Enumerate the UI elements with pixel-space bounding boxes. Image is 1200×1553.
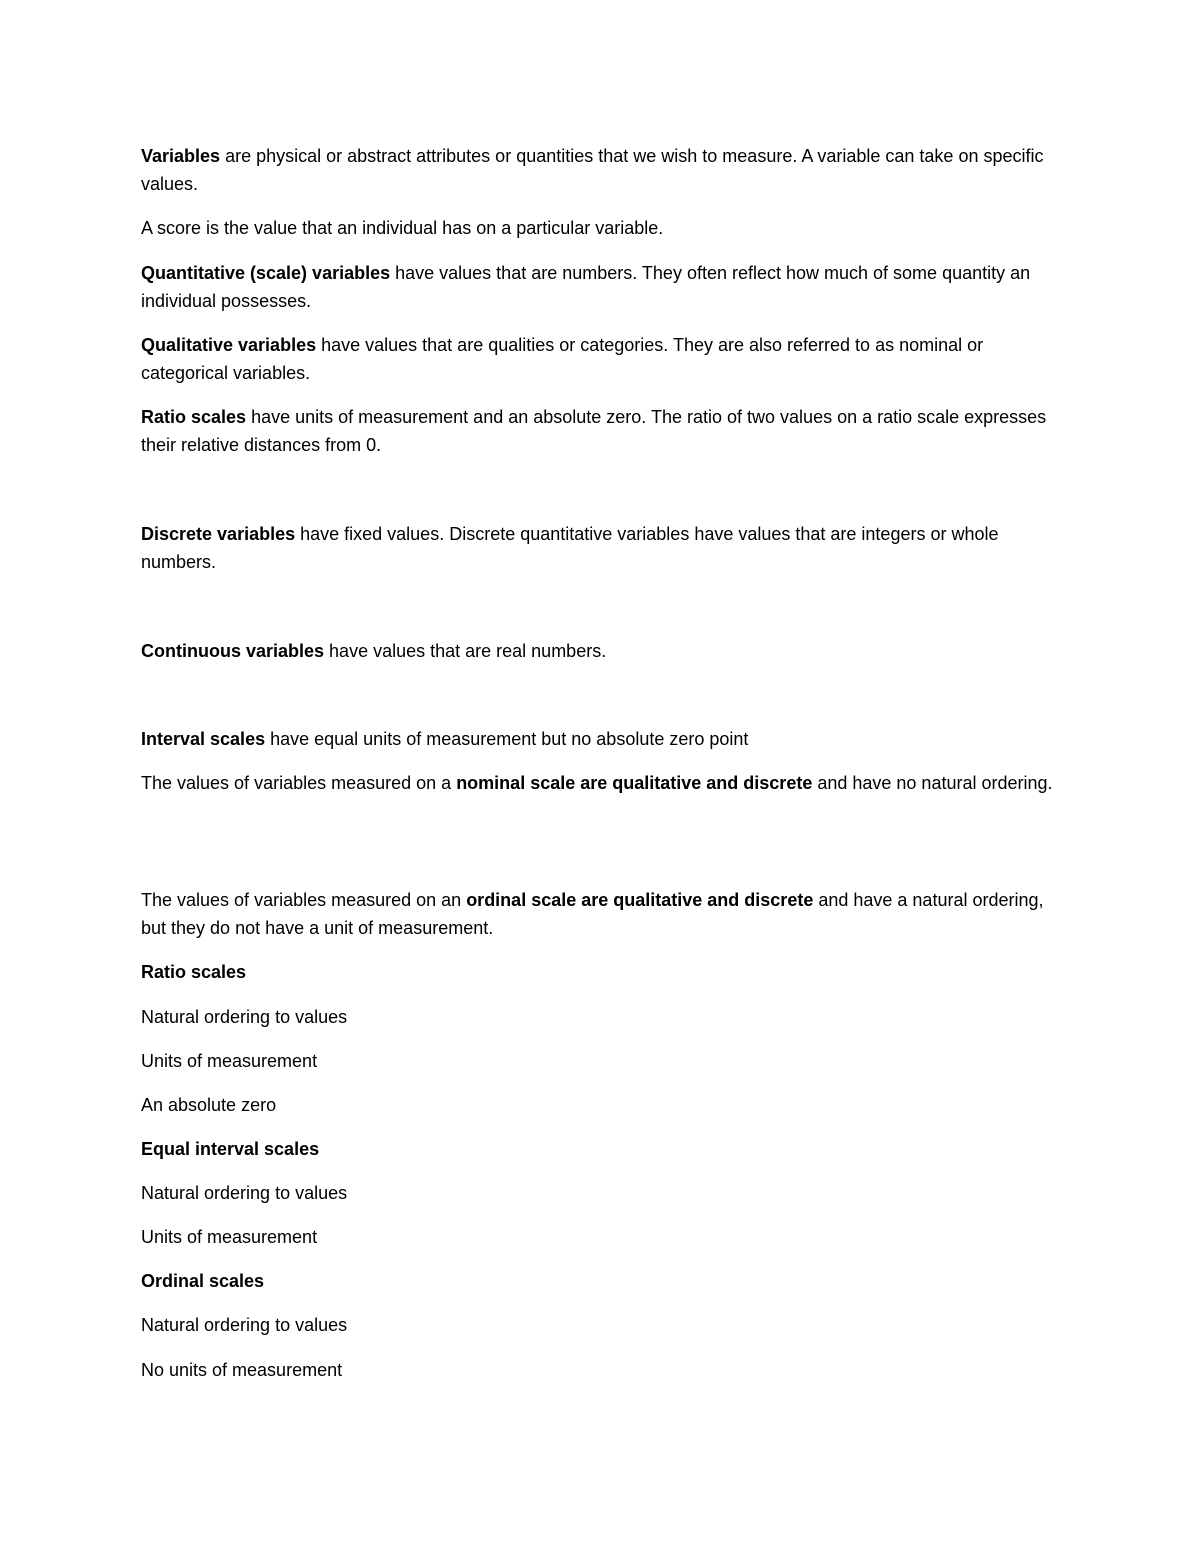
definition-score: A score is the value that an individual has on a particular variable. — [141, 218, 664, 238]
definition-continuous: have values that are real numbers. — [324, 641, 607, 661]
paragraph-discrete — [141, 520, 1061, 576]
definition-quantitative: have values that are numbers. They often reflect how much of some quantity an individual possesses. — [141, 263, 1031, 311]
paragraph-ratio — [141, 403, 1061, 459]
term-continuous: Continuous variables — [141, 641, 325, 661]
ordinal-item-ordering: Natural ordering to values — [141, 1315, 348, 1335]
paragraph-continuous — [141, 637, 1061, 665]
ratio-item-zero: An absolute zero — [141, 1095, 277, 1115]
definition-interval: have equal units of measurement but no absolute zero point — [265, 729, 749, 749]
interval-item-ordering: Natural ordering to values — [141, 1183, 348, 1203]
ratio-item-units: Units of measurement — [141, 1051, 318, 1071]
term-discrete: Discrete variables — [141, 524, 296, 544]
term-qualitative: Qualitative variables — [141, 335, 317, 355]
definition-discrete: have fixed values. Discrete quantitative variables have values that are integers or whole numbers. — [141, 524, 999, 572]
definition-ratio: have units of measurement and an absolute zero. The ratio of two values on a ratio scale expresses their relative distances from 0. — [141, 407, 1047, 455]
paragraph-quantitative — [141, 259, 1061, 315]
ordinal-prefix: The values of variables measured on an — [141, 890, 467, 910]
term-variables: Variables — [141, 146, 221, 166]
interval-item-units: Units of measurement — [141, 1227, 318, 1247]
nominal-prefix: The values of variables measured on a — [141, 773, 457, 793]
paragraph-ordinal — [141, 886, 1061, 942]
term-ratio: Ratio scales — [141, 407, 247, 427]
paragraph-variables — [141, 142, 1061, 198]
heading-ordinal-scales: Ordinal scales — [141, 1271, 265, 1291]
paragraph-nominal — [141, 769, 1061, 797]
paragraph-qualitative — [141, 331, 1061, 387]
paragraph-interval — [141, 725, 1061, 753]
ratio-item-ordering: Natural ordering to values — [141, 1007, 348, 1027]
term-interval: Interval scales — [141, 729, 266, 749]
heading-ratio-scales: Ratio scales — [141, 962, 247, 982]
definition-variables: are physical or abstract attributes or quantities that we wish to measure. A variable can take on specific values. — [141, 146, 1044, 194]
heading-equal-interval-scales: Equal interval scales — [141, 1139, 320, 1159]
ordinal-item-no-units: No units of measurement — [141, 1360, 343, 1380]
definition-nominal: and have no natural ordering. — [812, 773, 1053, 793]
term-quantitative: Quantitative (scale) variables — [141, 263, 391, 283]
paragraph-score — [141, 214, 1061, 242]
term-nominal: nominal scale are qualitative and discrete — [456, 773, 813, 793]
definition-ordinal: and have a natural ordering, but they do not have a unit of measurement. — [141, 890, 1044, 938]
term-ordinal: ordinal scale are qualitative and discrete — [466, 890, 814, 910]
definition-qualitative: have values that are qualities or categories. They are also referred to as nominal or categorical variables. — [141, 335, 984, 383]
